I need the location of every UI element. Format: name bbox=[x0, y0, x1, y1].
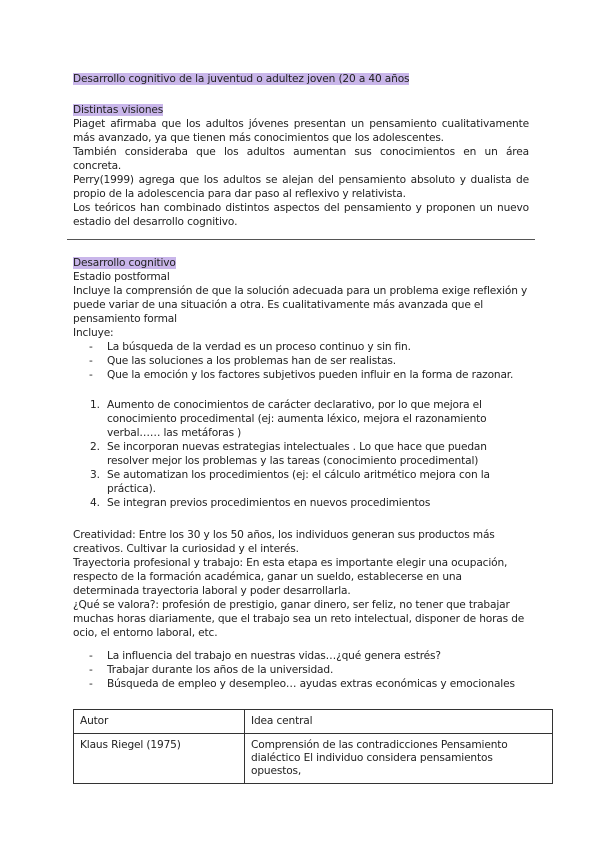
list-number: 2. bbox=[90, 441, 100, 453]
list-item: - La búsqueda de la verdad es un proceso continuo y sin fin. bbox=[73, 340, 529, 354]
section-heading-desarrollo: Desarrollo cognitivo bbox=[73, 257, 176, 269]
table-row bbox=[74, 734, 553, 784]
list-number: 4. bbox=[90, 497, 100, 509]
list-item-text: Se incorporan nuevas estrategias intelectuales . Lo que hace que puedan resolver mejor los problemas y las tareas (conocimiento procedimental) bbox=[107, 441, 487, 467]
paragraph: Piaget afirmaba que los adultos jóvenes presentan un pensamiento cualitativamente más avanzado, ya que tienen más conocimientos que los adolescentes. bbox=[73, 118, 529, 144]
list-number: 1. bbox=[90, 399, 100, 411]
paragraph: ¿Qué se valora?: profesión de prestigio, ganar dinero, ser feliz, no tener que trabajar muchas horas diariamente, que el trabajo sea un reto intelectual, disponer de horas de ocio, el entorno laboral, etc. bbox=[73, 599, 525, 639]
paragraph: Incluye la comprensión de que la solución adecuada para un problema exige reflexión y puede variar de una situación a otra. Es cualitativamente más avanzada que el pensamiento formal bbox=[73, 285, 528, 325]
list-item-text: Se automatizan los procedimientos (ej: el cálculo aritmético mejora con la práctica). bbox=[107, 469, 490, 495]
paragraph: Los teóricos han combinado distintos aspectos del pensamiento y proponen un nuevo estadio del desarrollo cognitivo. bbox=[73, 202, 529, 228]
table-header-cell: Idea central bbox=[245, 710, 553, 734]
list-item bbox=[73, 468, 529, 496]
list-number: 3. bbox=[90, 469, 100, 481]
paragraph: Trayectoria profesional y trabajo: En esta etapa es importante elegir una ocupación, respecto de la formación académica, ganar un sueldo, establecerse en una determinada trayectoria laboral y poder desarrollarla. bbox=[73, 557, 508, 597]
list-item: - Que la emoción y los factores subjetivos pueden influir en la forma de razonar. bbox=[73, 368, 529, 382]
list-item: - Búsqueda de empleo y desempleo… ayudas extras económicas y emocionales bbox=[73, 677, 529, 691]
table-header-row bbox=[74, 710, 553, 734]
paragraph: También consideraba que los adultos aumentan sus conocimientos en un área concreta. bbox=[73, 146, 529, 172]
table-cell: Klaus Riegel (1975) bbox=[74, 734, 245, 784]
list-item: - Trabajar durante los años de la universidad. bbox=[73, 663, 529, 677]
numbered-list bbox=[73, 398, 529, 510]
list-item-text: Aumento de conocimientos de carácter declarativo, por lo que mejora el conocimiento procedimental (ej: aumenta léxico, mejora el razonamiento verbal…… las metáforas ) bbox=[107, 399, 487, 439]
stage-title: Estadio postformal bbox=[73, 271, 170, 283]
list-item-text: Se integran previos procedimientos en nuevos procedimientos bbox=[107, 497, 431, 509]
paragraph: Perry(1999) agrega que los adultos se alejan del pensamiento absoluto y dualista de propio de la adolescencia para dar paso al reflexivo y relativista. bbox=[73, 174, 529, 200]
document-content bbox=[73, 72, 529, 691]
list-item: - Que las soluciones a los problemas han de ser realistas. bbox=[73, 354, 529, 368]
table-header-cell: Autor bbox=[74, 710, 245, 734]
list-item: - La influencia del trabajo en nuestras vidas…¿qué genera estrés? bbox=[73, 649, 529, 663]
includes-label: Incluye: bbox=[73, 327, 114, 339]
table-cell: Comprensión de las contradicciones Pensamiento dialéctico El individuo considera pensamientos opuestos, bbox=[245, 734, 553, 784]
list-item bbox=[73, 398, 529, 440]
list-item bbox=[73, 440, 529, 468]
paragraph: Creatividad: Entre los 30 y los 50 años, los individuos generan sus productos más creativos. Cultivar la curiosidad y el interés. bbox=[73, 529, 495, 555]
section-heading-visiones: Distintas visiones bbox=[73, 104, 164, 116]
list-item bbox=[73, 496, 529, 510]
dash-list bbox=[73, 340, 529, 382]
document-title: Desarrollo cognitivo de la juventud o adultez joven (20 a 40 años bbox=[73, 73, 410, 85]
authors-table bbox=[73, 709, 553, 784]
dash-list bbox=[73, 649, 529, 691]
